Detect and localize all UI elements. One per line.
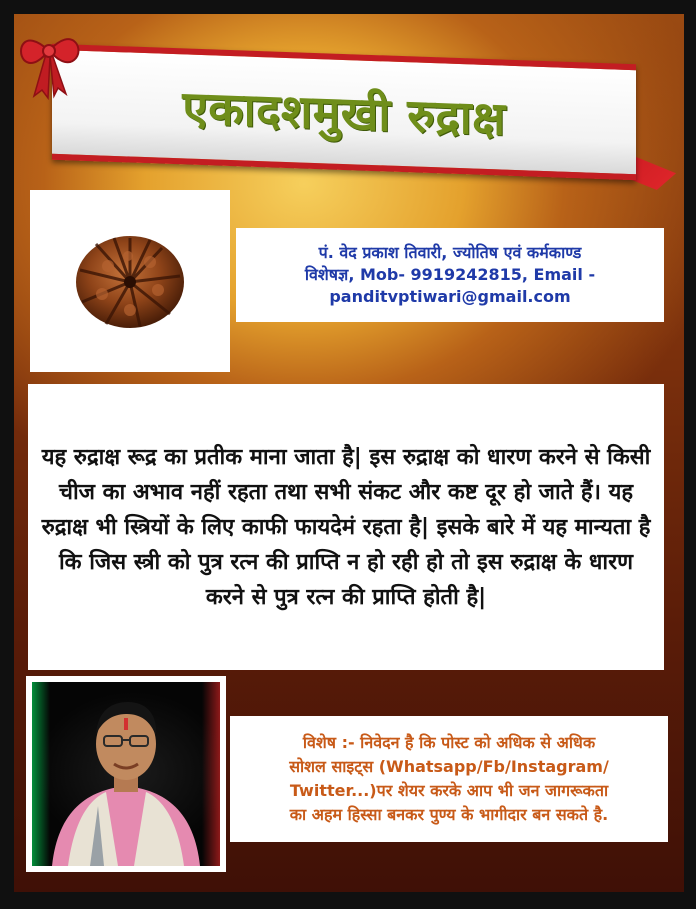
portrait-illustration — [32, 682, 220, 866]
portrait-frame — [26, 676, 226, 872]
rudraksha-bead-image — [70, 226, 190, 336]
red-bow-icon — [14, 20, 84, 100]
contact-line-name: पं. वेद प्रकाश तिवारी, ज्योतिष एवं कर्मकाण्ड — [318, 243, 582, 262]
title-banner — [52, 44, 636, 180]
poster — [14, 14, 684, 892]
share-note-panel — [230, 716, 668, 842]
pandit-portrait-photo — [32, 682, 220, 866]
share-note — [239, 731, 659, 827]
description-panel — [28, 384, 664, 670]
contact-line-email: panditvptiwari@gmail.com — [329, 287, 571, 306]
rudraksha-image-panel — [30, 190, 230, 372]
contact-info — [270, 242, 630, 308]
contact-line-mobile: विशेषज्ञ, Mob- 9919242815, Email - — [304, 265, 596, 284]
note-line-1: विशेष :- निवेदन है कि पोस्ट को अधिक से अधिक — [302, 733, 596, 752]
note-line-4: का अहम हिस्सा बनकर पुण्य के भागीदार बन सकते है. — [289, 805, 609, 824]
note-line-3: Twitter...)पर शेयर करके आप भी जन जागरूकता — [289, 781, 609, 800]
description-text: यह रुद्राक्ष रूद्र का प्रतीक माना जाता है| इस रुद्राक्ष को धारण करने से किसी चीज का अभाव नहीं रहता तथा सभी संकट और कष्ट दूर हो जाते हैं। यह रुद्राक्ष भी स्त्रियों के लिए काफी फायदेमं रहता है| इसके बारे में यह मान्यता है कि जिस स्त्री को पुत्र रत्न की प्राप्ति न हो रही हो तो इस रुद्राक्ष के धारण करने से पुत्र रत्न की प्राप्ति होती है| — [41, 444, 651, 610]
contact-panel — [236, 228, 664, 322]
note-line-2: सोशल साइट्स (Whatsapp/Fb/Instagram/ — [289, 757, 609, 776]
page-title: एकादशमुखी रुद्राक्ष — [182, 80, 506, 146]
